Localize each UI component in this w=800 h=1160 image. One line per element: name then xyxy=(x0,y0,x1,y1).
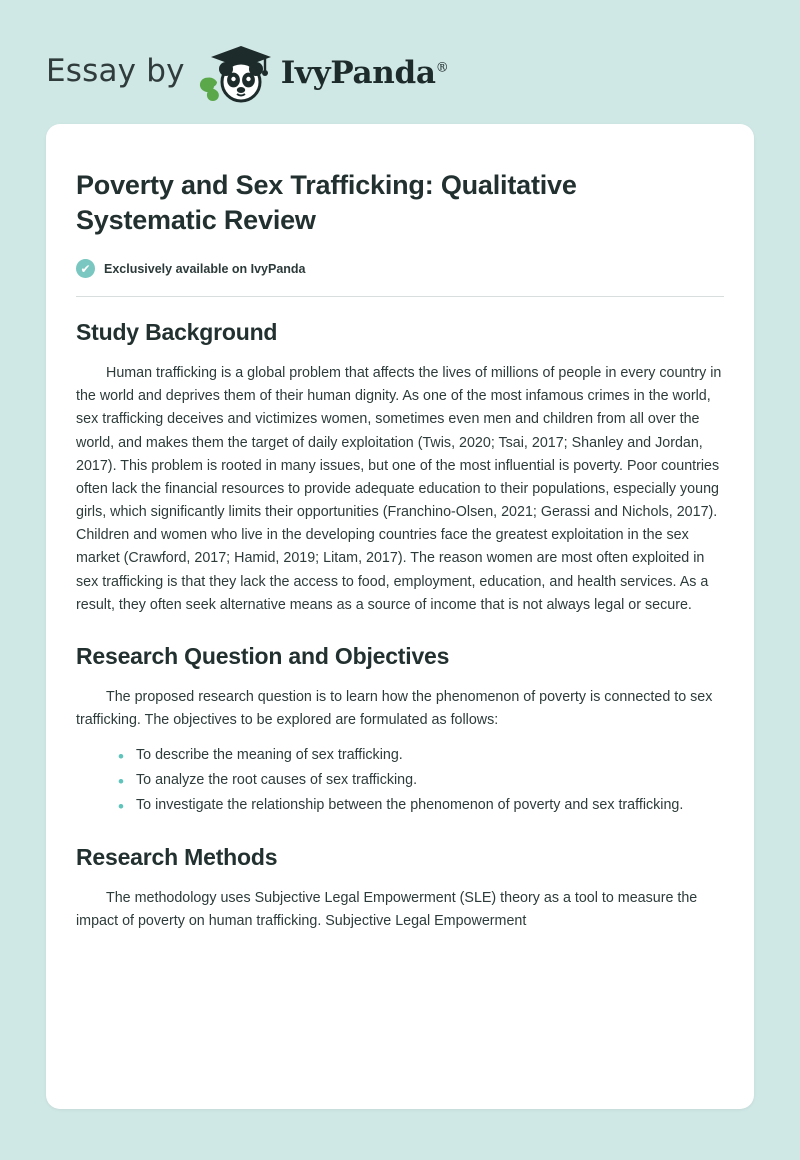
page-title: Poverty and Sex Trafficking: Qualitative Systematic Review xyxy=(76,170,577,235)
paragraph: The methodology uses Subjective Legal Empowerment (SLE) theory as a tool to measure the impact of poverty on human trafficking. Subjective Legal Empowerment xyxy=(76,889,698,929)
list-item: • To analyze the root causes of sex trafficking. xyxy=(118,769,724,792)
section-heading-study-background: Study Background xyxy=(76,319,278,346)
title-divider xyxy=(76,296,724,297)
availability-badge xyxy=(76,259,724,278)
panda-graduate-logo-icon xyxy=(195,38,281,104)
list-item: • To investigate the relationship between the phenomenon of poverty and sex trafficking. xyxy=(118,794,724,817)
paragraph: Human trafficking is a global problem that affects the lives of millions of people in every country in the world and deprives them of their human dignity. As one of the most infamous crimes in the world, sex trafficking deceives and victimizes women, sometimes even men and children from all over the world, and makes them the target of daily exploitation (Twis, 2020; Tsai, 2017; Shanley and Jordan, 2017). This problem is rooted in many issues, but one of the most influential is poverty. Poor countries often lack the financial resources to provide adequate education to their populations, especially young girls, which significantly limits their opportunities (Franchino-Olsen, 2021; Gerassi and Nichols, 2017). Children and women who live in the developing countries face the greatest exploitation in the sex market (Crawford, 2017; Hamid, 2019; Litam, 2017). The reason women are most often exploited in sex trafficking is that they lack the access to food, employment, education, and health services. As a result, they often seek alternative means as a source of income that is not always legal or secure. xyxy=(76,365,722,613)
section-heading-research-methods: Research Methods xyxy=(76,843,278,870)
brand-wordmark xyxy=(281,55,449,91)
section-heading-research-question: Research Question and Objectives xyxy=(76,642,450,669)
objectives-list xyxy=(76,744,724,817)
paragraph: The proposed research question is to learn how the phenomenon of poverty is connected to sex trafficking. The objectives to be explored are formulated as follows: xyxy=(76,688,713,728)
list-item: • To describe the meaning of sex trafficking. xyxy=(118,744,724,767)
check-circle-icon: ✔ xyxy=(76,259,95,278)
brand-logo[interactable] xyxy=(195,38,449,104)
brand-name: IvyPanda xyxy=(280,55,436,91)
availability-label: Exclusively available on IvyPanda xyxy=(104,261,306,276)
site-header xyxy=(0,28,800,114)
document-card xyxy=(46,124,754,1109)
essay-by-label: Essay by xyxy=(46,53,185,89)
brand-registered-mark: ® xyxy=(435,60,449,76)
